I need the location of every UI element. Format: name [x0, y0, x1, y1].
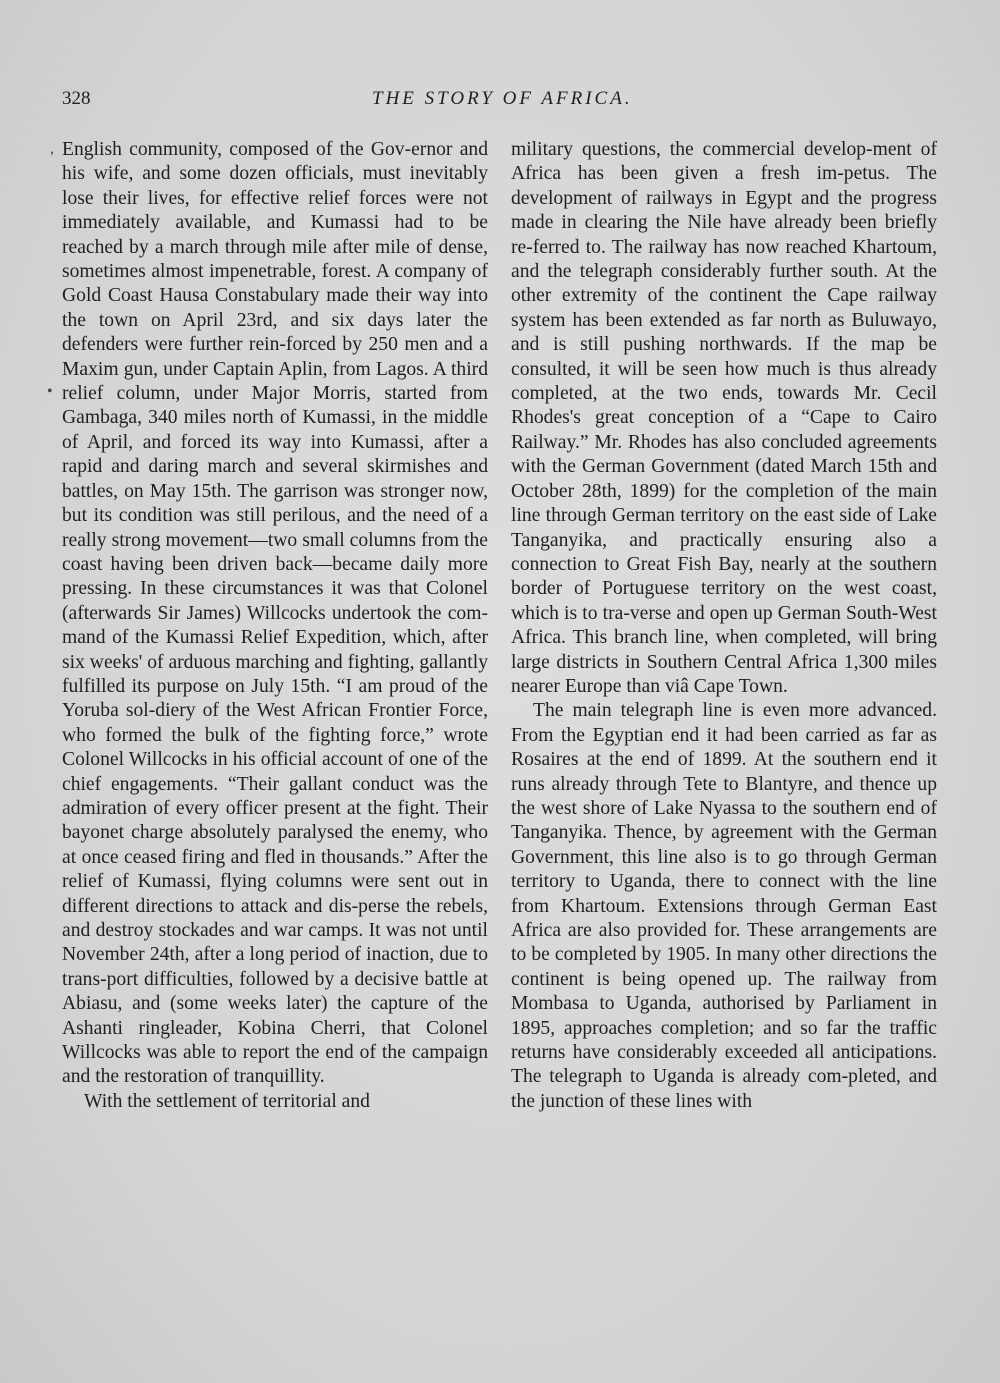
right-text-column — [511, 138, 937, 1114]
margin-bullet-mark: • — [47, 383, 53, 400]
left-paragraph-2: With the settlement of territorial and — [84, 1090, 370, 1112]
running-head — [62, 88, 940, 114]
left-paragraph-1: English community, composed of the Gov-ernor and his wife, and some dozen officials, must inevitably lose their lives, for effective relief forces were not immediately available, and Kumassi had to be reached by a march through mile after mile of dense, sometimes almost impenetrable, forest. A company of Gold Coast Hausa Constabulary made their way into the town on April 23rd, and six days later the defenders were further rein-forced by 250 men and a Maxim gun, under Captain Aplin, from Lagos. A third relief column, under Major Morris, started from Gambaga, 340 miles north of Kumassi, in the middle of April, and forced its way into Kumassi, after a rapid and daring march and several skirmishes and battles, on May 15th. The garrison was stronger now, but its condition was still perilous, and the need of a really strong movement—two small columns from the coast having been driven back—became daily more pressing. In these circumstances it was that Colonel (afterwards Sir James) Willcocks undertook the com-mand of the Kumassi Relief Expedition, which, after six weeks' of arduous marching and fighting, gallantly fulfilled its purpose on July 15th. “I am proud of the Yoruba sol-diery of the West African Frontier Force, who formed the bulk of the fighting force,” wrote Colonel Willcocks in his official account of one of the chief engagements. “Their gallant conduct was the admiration of every officer present at the fight. Their bayonet charge absolutely paralysed the enemy, who at once ceased firing and fled in thousands.” After the relief of Kumassi, flying columns were sent out in different directions to attack and dis-perse the rebels, and destroy stockades and war camps. It was not until November 24th, after a long period of inaction, due to trans-port difficulties, followed by a decisive battle at Abiasu, and (some weeks later) the capture of the Ashanti ringleader, Kobina Cherri, that Colonel Willcocks was able to report the end of the campaign and the restoration of tranquillity. — [62, 139, 488, 1088]
margin-tick-mark: , — [50, 140, 54, 157]
right-paragraph-1: military questions, the commercial develop-ment of Africa has been given a fresh im-petus. The development of railways in Egypt and the progress made in clearing the Nile have already been briefly re-ferred to. The railway has now reached Khartoum, and the telegraph considerably further south. At the other extremity of the continent the Cape railway system has been extended as far north as Buluwayo, and is still pushing northwards. If the map be consulted, it will be seen how much is thus already completed, at the two ends, towards Mr. Cecil Rhodes's great conception of a “Cape to Cairo Railway.” Mr. Rhodes has also concluded agreements with the German Government (dated March 15th and October 28th, 1899) for the completion of the main line through German territory on the east side of Lake Tanganyika, and practically ensuring also a connection to Great Fish Bay, nearly at the southern border of Portuguese territory on the west coast, which is to tra-verse and open up German South-West Africa. This branch line, when completed, will bring large districts in Southern Central Africa 1,300 miles nearer Europe than viâ Cape Town. — [511, 139, 937, 697]
running-title: THE STORY OF AFRICA. — [372, 88, 633, 109]
left-text-column — [62, 138, 488, 1114]
page-number: 328 — [62, 88, 91, 109]
right-paragraph-2: The main telegraph line is even more advanced. From the Egyptian end it had been carried as far as Rosaires at the end of 1899. At the southern end it runs already through Tete to Blantyre, and thence up the west shore of Lake Nyassa to the southern end of Tanganyika. Thence, by agreement with the German Government, this line also is to go through German territory to Uganda, there to connect with the line from Khartoum. Extensions through German East Africa are also provided for. These arrangements are to be completed by 1905. In many other directions the continent is being opened up. The railway from Mombasa to Uganda, authorised by Parliament in 1895, approaches completion; and so far the traffic returns have considerably exceeded all anticipations. The telegraph to Uganda is already com-pleted, and the junction of these lines with — [511, 700, 937, 1112]
